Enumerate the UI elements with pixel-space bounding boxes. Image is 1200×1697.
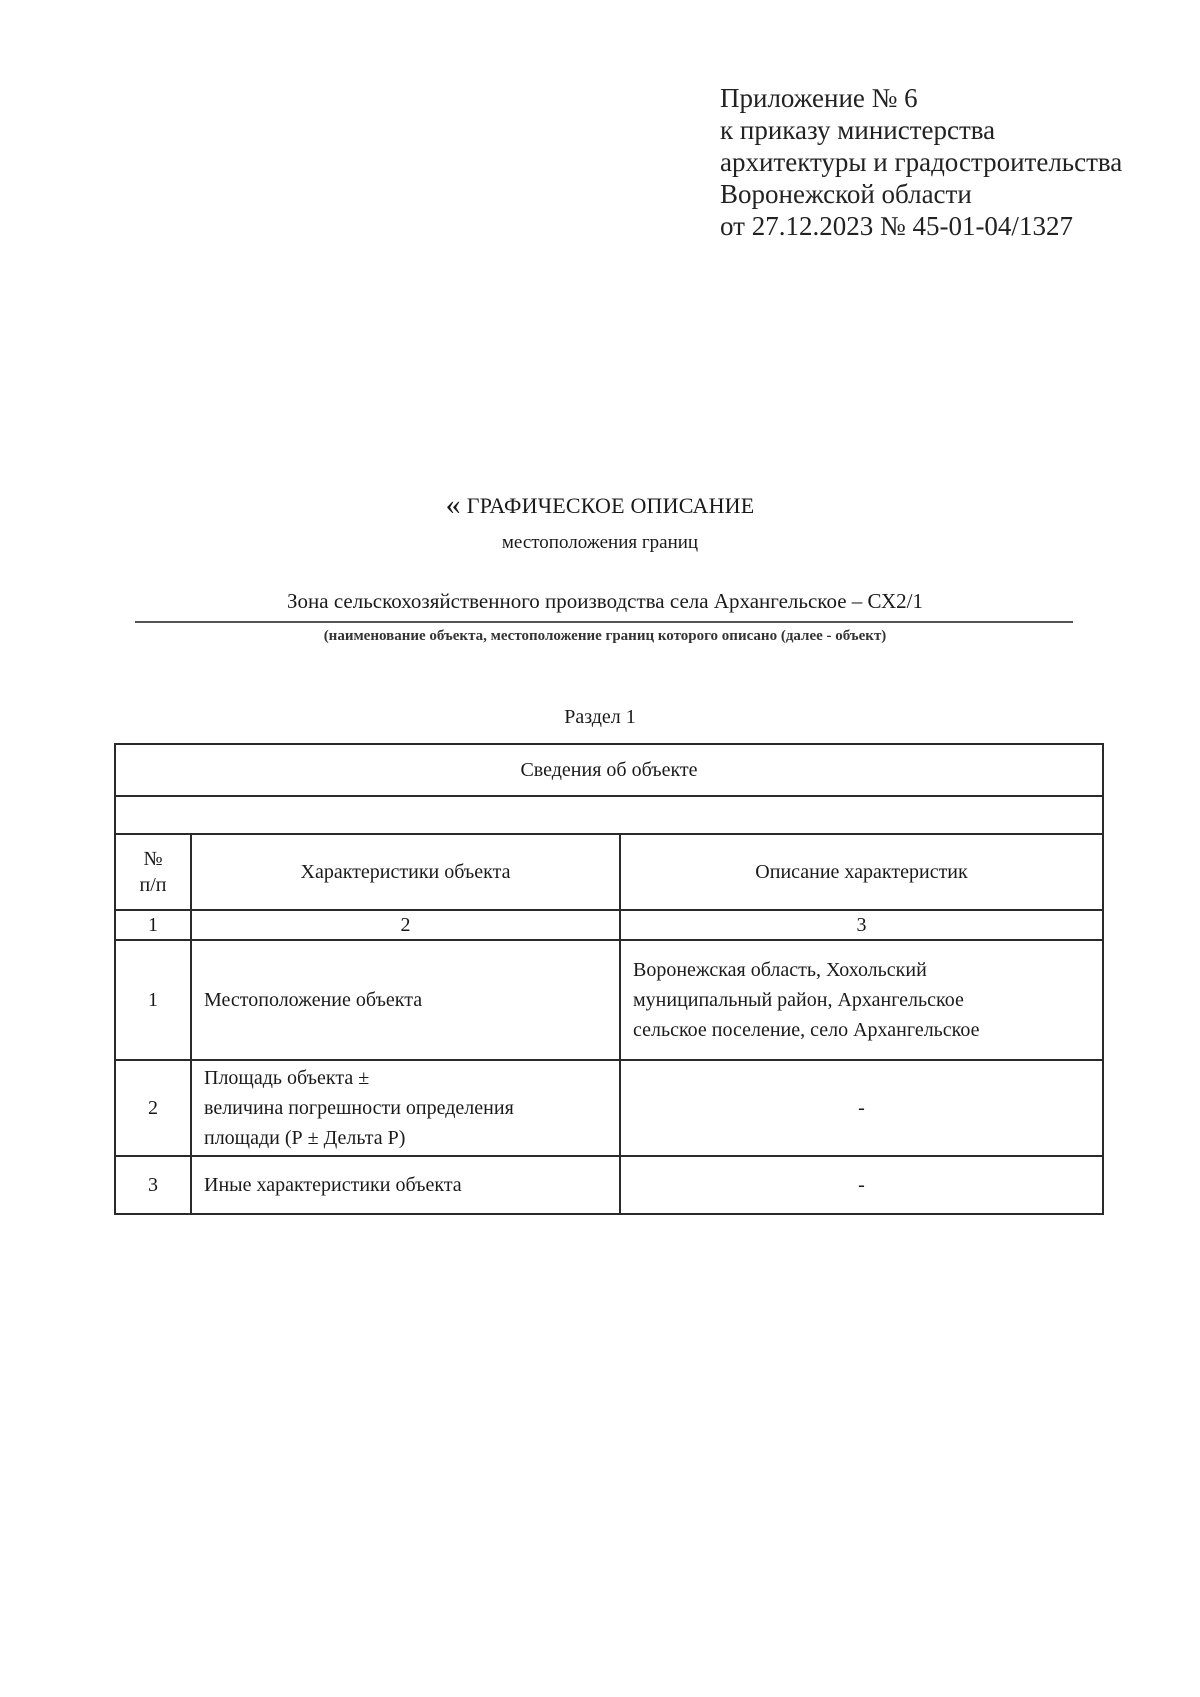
row-description bbox=[620, 940, 1103, 1060]
cell-line: муниципальный район, Архангельское bbox=[633, 989, 964, 1011]
table-column-numbers-row bbox=[115, 910, 1103, 940]
table-title: Сведения об объекте bbox=[115, 744, 1103, 796]
quote-mark: « bbox=[445, 488, 461, 521]
document-title-text: ГРАФИЧЕСКОЕ ОПИСАНИЕ bbox=[466, 493, 755, 518]
cell-line: Площадь объекта ± bbox=[204, 1067, 370, 1089]
header-num-line: № bbox=[143, 848, 163, 870]
row-num: 2 bbox=[115, 1060, 191, 1156]
table-empty-row bbox=[115, 796, 1103, 834]
appendix-line: Приложение № 6 bbox=[720, 83, 918, 113]
row-description bbox=[620, 1156, 1103, 1214]
cell-line: - bbox=[858, 1097, 865, 1119]
table-row bbox=[115, 1060, 1103, 1156]
cell-line: Местоположение объекта bbox=[204, 989, 423, 1011]
row-characteristic bbox=[191, 1156, 620, 1214]
appendix-line: Воронежской области bbox=[720, 179, 972, 209]
header-num bbox=[115, 834, 191, 910]
table-header-row bbox=[115, 834, 1103, 910]
row-description bbox=[620, 1060, 1103, 1156]
cell-line: величина погрешности определения bbox=[204, 1097, 514, 1119]
cell-line: площади (Р ± Дельта Р) bbox=[204, 1127, 406, 1149]
column-number: 2 bbox=[191, 910, 620, 940]
table-empty-cell bbox=[115, 796, 1103, 834]
header-characteristic: Характеристики объекта bbox=[191, 834, 620, 910]
object-name: Зона сельскохозяйственного производства села Архангельское – СХ2/1 bbox=[287, 589, 923, 613]
table-row bbox=[115, 940, 1103, 1060]
object-name-underline bbox=[135, 621, 1073, 623]
cell-line: Иные характеристики объекта bbox=[204, 1173, 462, 1196]
table-title-row bbox=[115, 744, 1103, 796]
column-number: 1 bbox=[115, 910, 191, 940]
row-num: 3 bbox=[115, 1156, 191, 1214]
section-label: Раздел 1 bbox=[564, 706, 636, 728]
object-info-table bbox=[114, 743, 1104, 1215]
object-name-hint: (наименование объекта, местоположение границ которого описано (далее - объект) bbox=[323, 628, 887, 644]
row-characteristic bbox=[191, 1060, 620, 1156]
cell-line: Воронежская область, Хохольский bbox=[633, 959, 927, 981]
table-row bbox=[115, 1156, 1103, 1214]
column-number: 3 bbox=[620, 910, 1103, 940]
document-subtitle: местоположения границ bbox=[501, 532, 699, 553]
cell-line: сельское поселение, село Архангельское bbox=[633, 1019, 980, 1041]
header-num-line: п/п bbox=[139, 874, 167, 896]
row-num: 1 bbox=[115, 940, 191, 1060]
cell-line: - bbox=[858, 1173, 865, 1196]
appendix-line: от 27.12.2023 № 45-01-04/1327 bbox=[720, 211, 1073, 241]
appendix-line: архитектуры и градостроительства bbox=[720, 147, 1123, 177]
row-characteristic bbox=[191, 940, 620, 1060]
document-title bbox=[0, 488, 1200, 522]
appendix-block bbox=[720, 82, 1122, 242]
header-description: Описание характеристик bbox=[620, 834, 1103, 910]
appendix-line: к приказу министерства bbox=[720, 115, 996, 145]
